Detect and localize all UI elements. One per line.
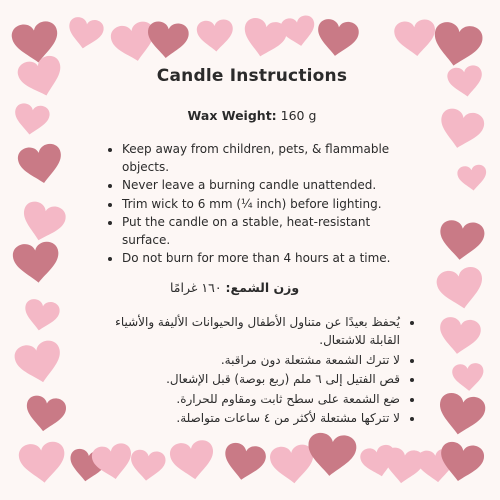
wax-weight-label: Wax Weight:	[187, 108, 277, 123]
heart-icon	[437, 440, 486, 485]
list-item: • Never leave a burning candle unattended.	[122, 177, 412, 195]
heart-icon	[436, 107, 486, 153]
instructions-list-en	[92, 141, 412, 268]
heart-icon	[430, 20, 485, 70]
list-item: • يُحفظ بعيدًا عن متناول الأطفال والحيوانات الأليفة والأشياء القابلة للاشتعال.	[92, 313, 400, 350]
instructions-panel	[92, 62, 412, 432]
heart-icon	[435, 391, 487, 438]
heart-icon	[18, 441, 68, 485]
list-item: • Do not burn for more than 4 hours at a time.	[122, 250, 412, 268]
wax-weight-arabic	[92, 280, 412, 295]
heart-icon	[382, 446, 426, 485]
heart-icon	[393, 18, 437, 58]
list-item: • ضع الشمعة على سطح ثابت ومقاوم للحرارة.	[92, 390, 400, 409]
heart-icon	[435, 265, 487, 312]
heart-icon	[13, 339, 66, 387]
list-item: • لا تتركها مشتعلة لأكثر من ٤ ساعات متواصلة.	[92, 409, 400, 428]
heart-icon	[269, 444, 316, 486]
wax-weight-label-arabic: وزن الشمع:	[225, 279, 300, 295]
heart-icon	[452, 363, 485, 392]
heart-icon	[438, 219, 486, 262]
list-item: • قص الفتيل إلى ٦ ملم (ربع بوصة) قبل الإشعال.	[92, 370, 400, 389]
wax-weight-value-arabic: ١٦٠ غرامًا	[170, 279, 222, 295]
heart-icon	[169, 439, 217, 482]
page-title: Candle Instructions	[156, 66, 348, 86]
list-item: • Put the candle on a stable, heat-resistant surface.	[122, 214, 412, 249]
heart-icon	[221, 441, 267, 483]
heart-icon	[22, 298, 61, 334]
heart-icon	[12, 102, 50, 137]
heart-icon	[16, 142, 65, 187]
heart-icon	[66, 16, 105, 52]
list-item: • لا تترك الشمعة مشتعلة دون مراقبة.	[92, 351, 400, 370]
wax-weight-value: 160 g	[280, 108, 317, 123]
heart-icon	[305, 432, 357, 479]
heart-icon	[129, 449, 167, 483]
heart-icon	[315, 18, 360, 59]
heart-icon	[145, 20, 189, 60]
instructions-list-ar	[92, 313, 412, 428]
heart-icon	[18, 199, 68, 245]
list-item: • Keep away from children, pets, & flammable objects.	[122, 141, 412, 176]
heart-icon	[280, 14, 318, 49]
wax-weight	[92, 108, 412, 123]
heart-icon	[15, 53, 67, 101]
heart-icon	[437, 316, 482, 357]
heart-icon	[196, 19, 234, 53]
heart-icon	[90, 442, 135, 483]
heart-icon	[457, 164, 488, 192]
heart-icon	[12, 241, 62, 285]
heart-icon	[24, 394, 68, 433]
heart-icon	[240, 16, 289, 61]
heart-icon	[446, 64, 484, 99]
list-item: • Trim wick to 6 mm (¼ inch) before lighting.	[122, 196, 412, 214]
